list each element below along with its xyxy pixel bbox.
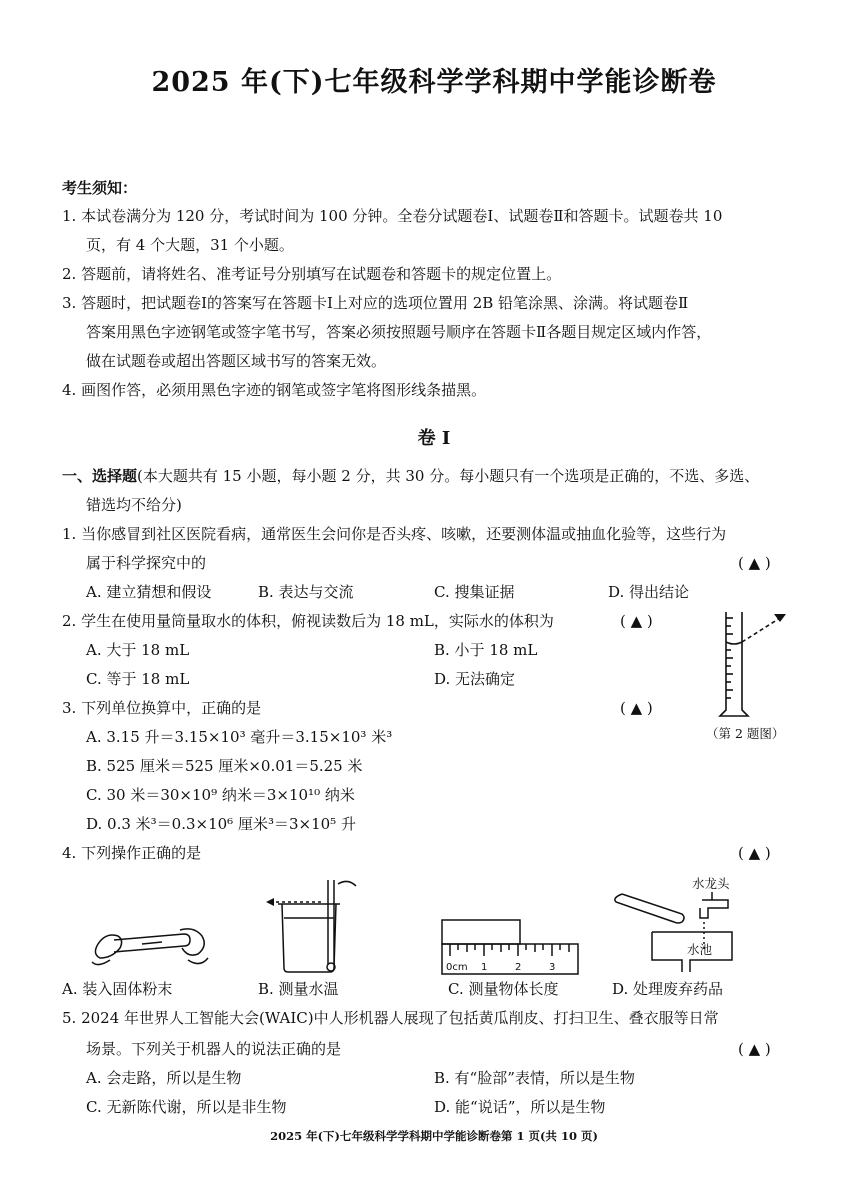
q4-option-b: B. 测量水温 <box>258 980 339 998</box>
q4-option-a: A. 装入固体粉末 <box>62 980 173 998</box>
notice-item-3-cont2: 做在试题卷或超出答题区域书写的答案无效。 <box>86 352 387 370</box>
part1-header <box>62 466 759 486</box>
q2-answer-mark: ( ▲ ) <box>620 612 653 630</box>
graduated-cylinder-figure <box>700 604 810 724</box>
q1-stem-cont: 属于科学探究中的 <box>86 554 207 572</box>
notice-item-4: 4. 画图作答，必须用黑色字迹的钢笔或签字笔将图形线条描黑。 <box>62 381 487 399</box>
q5-stem-cont: 场景。下列关于机器人的说法正确的是 <box>86 1040 342 1058</box>
page-title: 2025 年(下)七年级科学学科期中学能诊断卷 <box>151 67 717 98</box>
q5-option-c: C. 无新陈代谢，所以是非生物 <box>86 1098 287 1116</box>
q1-option-d: D. 得出结论 <box>608 583 690 601</box>
q5-option-d: D. 能“说话”，所以是生物 <box>434 1098 606 1116</box>
q3-option-b: B. 525 厘米＝525 厘米×0.01＝5.25 米 <box>86 757 363 775</box>
ruler-label-2: 2 <box>515 962 522 973</box>
sink-label: 水池 <box>687 942 713 957</box>
ruler-figure <box>440 916 582 976</box>
q3-option-a: A. 3.15 升＝3.15×10³ 毫升＝3.15×10³ 米³ <box>86 728 393 746</box>
q3-answer-mark: ( ▲ ) <box>620 699 653 717</box>
notice-item-3: 3. 答题时，把试题卷Ⅰ的答案写在答题卡Ⅰ上对应的选项位置用 2B 铅笔涂黑、涂满。将试题卷Ⅱ <box>62 294 689 312</box>
q4-answer-mark: ( ▲ ) <box>738 844 771 862</box>
q2-stem: 2. 学生在使用量筒量取水的体积，俯视读数后为 18 mL，实际水的体积为 <box>62 612 554 630</box>
q4-option-c: C. 测量物体长度 <box>448 980 559 998</box>
q2-option-d: D. 无法确定 <box>434 670 516 688</box>
notice-item-2: 2. 答题前，请将姓名、准考证号分别填写在试题卷和答题卡的规定位置上。 <box>62 265 562 283</box>
q3-stem: 3. 下列单位换算中，正确的是 <box>62 699 262 717</box>
q5-stem: 5. 2024 年世界人工智能大会(WAIC)中人形机器人展现了包括黄瓜削皮、打扫卫生、叠衣服等日常 <box>62 1009 719 1027</box>
q5-option-a: A. 会走路，所以是生物 <box>86 1069 242 1087</box>
notice-item-3-cont: 答案用黑色字迹钢笔或签字笔书写，答案必须按照题号顺序在答题卡Ⅱ各题目规定区域内作答， <box>86 323 712 341</box>
section-title: 卷 Ⅰ <box>417 428 451 449</box>
page-footer: 2025 年(下)七年级科学学科期中学能诊断卷第 1 页(共 10 页) <box>270 1129 598 1143</box>
ruler-label-0: 0cm <box>446 962 468 973</box>
notice-item-1-cont: 页，有 4 个大题，31 个小题。 <box>86 236 294 254</box>
q4-stem: 4. 下列操作正确的是 <box>62 844 202 862</box>
notice-item-1: 1. 本试卷满分为 120 分，考试时间为 100 分钟。全卷分试题卷Ⅰ、试题卷Ⅱ和答题卡。试题卷共 10 <box>62 207 723 225</box>
q2-option-c: C. 等于 18 mL <box>86 670 190 688</box>
part1-desc-cont: 错选均不给分) <box>86 496 182 514</box>
part1-desc: (本大题共有 15 小题，每小题 2 分，共 30 分。每小题只有一个选项是正确的，不选、多选、 <box>137 467 760 485</box>
beaker-thermometer-figure <box>262 874 362 978</box>
q2-figure-caption: （第 2 题图） <box>706 726 785 741</box>
q5-option-b: B. 有“脸部”表情，所以是生物 <box>434 1069 635 1087</box>
q3-option-c: C. 30 米＝30×10⁹ 纳米＝3×10¹⁰ 纳米 <box>86 786 355 804</box>
q5-answer-mark: ( ▲ ) <box>738 1040 771 1058</box>
part1-label: 一、选择题 <box>62 467 138 485</box>
q1-stem: 1. 当你感冒到社区医院看病，通常医生会问你是否头疼、咳嗽，还要测体温或抽血化验等，这些行为 <box>62 525 727 543</box>
q1-answer-mark: ( ▲ ) <box>738 554 771 572</box>
faucet-label: 水龙头 <box>692 876 730 891</box>
ruler-label-1: 1 <box>481 962 488 973</box>
sink-faucet-figure <box>612 888 742 974</box>
q1-option-c: C. 搜集证据 <box>434 583 515 601</box>
ruler-label-3: 3 <box>549 962 556 973</box>
q2-option-a: A. 大于 18 mL <box>86 641 190 659</box>
q1-option-a: A. 建立猜想和假设 <box>86 583 212 601</box>
q4-option-d: D. 处理废弃药品 <box>612 980 724 998</box>
q1-option-b: B. 表达与交流 <box>258 583 354 601</box>
q3-option-d: D. 0.3 米³＝0.3×10⁶ 厘米³＝3×10⁵ 升 <box>86 815 356 833</box>
q2-option-b: B. 小于 18 mL <box>434 641 538 659</box>
notice-heading: 考生须知： <box>62 179 138 197</box>
test-tube-hands-figure <box>84 918 214 978</box>
